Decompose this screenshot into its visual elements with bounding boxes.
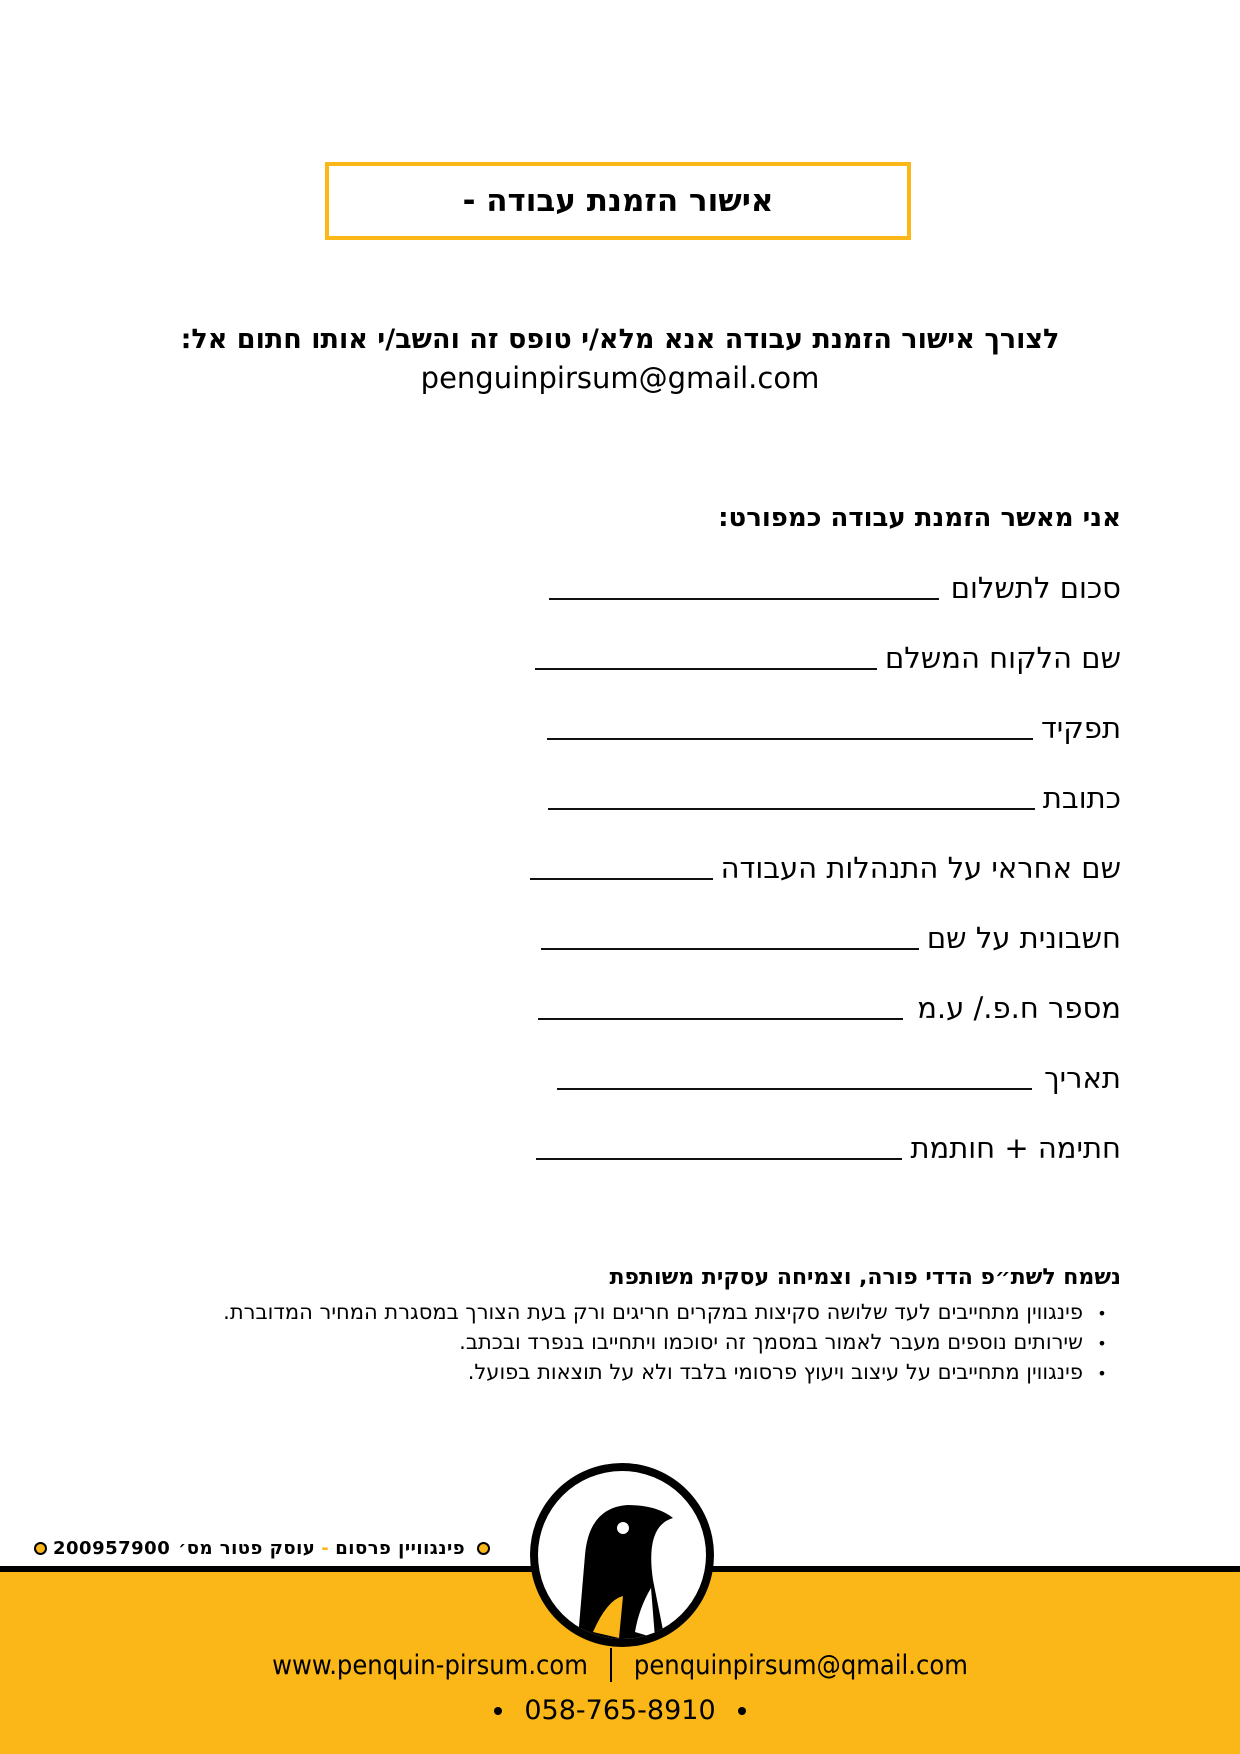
field-label: שם אחראי על התנהלות העבודה — [720, 851, 1121, 885]
dot-icon — [494, 1707, 502, 1715]
list-item: •פינגווין מתחייבים על עיצוב ויעוץ פרסומי בלבד ולא על תוצאות בפועל. — [223, 1357, 1121, 1387]
footer-email-link[interactable]: penquinpirsum@qmail.com — [633, 1649, 968, 1681]
list-item: •שירותים נוספים מעבר לאמור במסמך זה יסוכמו ויתחייבו בנפרד ובכתב. — [223, 1327, 1121, 1357]
bullet-icon: • — [1097, 1334, 1107, 1353]
form-field-work-manager — [530, 848, 1121, 888]
footer-phone-row — [0, 1695, 1240, 1726]
field-label: חתימה + חותמת — [910, 1131, 1121, 1165]
field-input-line[interactable] — [536, 1158, 902, 1160]
business-type: עוסק פטור מס׳ — [178, 1537, 316, 1559]
notes-title: נשמח לשת״פ הדדי פורה, וצמיחה עסקית משותפת — [609, 1265, 1121, 1290]
field-input-line[interactable] — [549, 598, 939, 600]
document-title-box — [325, 162, 911, 240]
intro-email-link[interactable]: penguinpirsum@gmail.com — [420, 361, 820, 395]
penguin-icon — [527, 1460, 717, 1650]
field-input-line[interactable] — [547, 738, 1033, 740]
field-input-line[interactable] — [530, 878, 713, 880]
field-label: כתובת — [1042, 781, 1121, 815]
form-field-invoice-name — [541, 918, 1121, 958]
form-field-date — [557, 1058, 1121, 1098]
field-label: מספר ח.פ./ ע.מ — [917, 991, 1121, 1025]
field-label: סכום לתשלום — [950, 571, 1121, 605]
field-label: תאריך — [1044, 1061, 1121, 1095]
separator-dash: - — [321, 1537, 330, 1559]
website-link[interactable]: www.penquin-pirsum.com — [272, 1649, 588, 1681]
form-field-payer-name — [535, 638, 1121, 678]
phone-number[interactable]: 058-765-8910 — [524, 1695, 716, 1726]
form-field-signature — [536, 1128, 1121, 1168]
form-field-role — [547, 708, 1121, 748]
field-label: שם הלקוח המשלם — [885, 641, 1121, 675]
field-input-line[interactable] — [557, 1088, 1032, 1090]
bullet-icon: • — [1097, 1364, 1107, 1383]
dot-icon — [477, 1542, 490, 1555]
confirm-heading: אני מאשר הזמנת עבודה כמפורט: — [718, 503, 1121, 533]
list-item: •פינגווין מתחייבים לעד שלושה סקיצות במקרים חריגים ורק בעת הצורך במסגרת המחיר המדוברת. — [223, 1297, 1121, 1327]
company-name: פינגוויין פרסום — [335, 1537, 466, 1559]
field-input-line[interactable] — [538, 1018, 903, 1020]
dot-icon — [738, 1707, 746, 1715]
separator — [610, 1648, 612, 1682]
field-input-line[interactable] — [535, 668, 877, 670]
field-label: תפקיד — [1040, 711, 1121, 745]
field-input-line[interactable] — [541, 948, 919, 950]
business-id: 200957900 — [53, 1537, 171, 1559]
footer-contact-row — [0, 1648, 1240, 1682]
form-field-business-number — [538, 988, 1121, 1028]
document-title: אישור הזמנת עבודה - — [462, 183, 774, 219]
intro-instructions: לצורך אישור הזמנת עבודה אנא מלא/י טופס זה והשב/י אותו חתום אל: — [180, 324, 1060, 355]
notes-list — [223, 1297, 1121, 1387]
form-field-address — [548, 778, 1121, 818]
field-label: חשבונית על שם — [926, 921, 1121, 955]
bullet-icon: • — [1097, 1304, 1107, 1323]
footer-business-strip — [28, 1535, 496, 1561]
form-field-amount — [549, 568, 1121, 608]
dot-icon — [34, 1542, 47, 1555]
field-input-line[interactable] — [548, 808, 1035, 810]
